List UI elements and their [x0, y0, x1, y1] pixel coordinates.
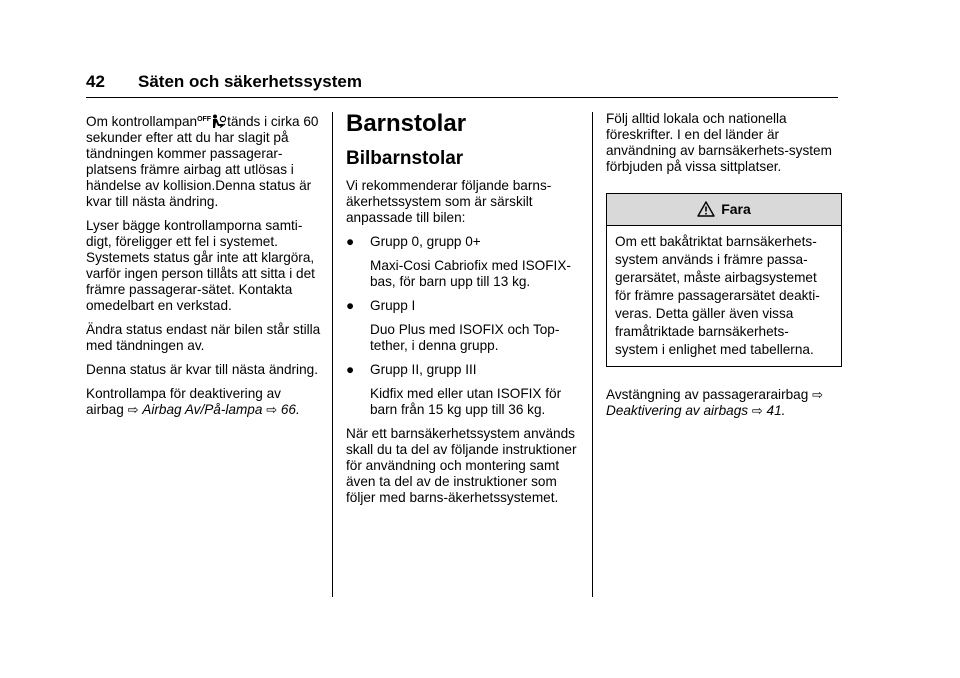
list-item-description: Duo Plus med ISOFIX och Top-tether, i denna grupp. [370, 322, 560, 353]
column-1 [86, 114, 322, 426]
page-reference[interactable]: 66. [280, 402, 300, 417]
cross-reference-link[interactable]: Airbag Av/På-lampa [142, 402, 263, 417]
reference-arrow-icon: ⇨ [812, 387, 823, 402]
paragraph-outro: När ett barnsäkerhetssystem används skall du ta del av följande instruktioner för användning och montering samt även ta del av de instruktioner som följer med barns-äkerhetssystemet. [346, 426, 577, 505]
page-header [86, 72, 362, 92]
page-arrow-icon: ⇨ [751, 403, 763, 418]
bullet-icon: ● [346, 298, 355, 313]
column-2 [346, 110, 582, 514]
list-item-title: Grupp 0, grupp 0+ [370, 234, 481, 249]
list-item [346, 362, 582, 378]
list-item-title: Grupp I [370, 298, 416, 313]
reference-arrow-icon: ⇨ [127, 402, 139, 417]
page-arrow-icon: ⇨ [266, 402, 278, 417]
warning-triangle-icon [697, 197, 715, 228]
paragraph-regulations: Följ alltid lokala och nationella föreskrifter. I en del länder är användning av barnsäkerhets-system förbjuden på vissa sittplatser. [606, 111, 832, 174]
text-fragment: Kontrollampa för deaktivering av [86, 386, 281, 401]
paragraph-change-status: Ändra status endast när bilen står stilla med tändningen av. [86, 322, 321, 353]
paragraph-deactivation-ref [86, 386, 322, 418]
warning-title: Fara [721, 201, 751, 217]
text-fragment: tänds i cirka 60 sekunder efter att du har slagit på tändningen kommer passagerar-platsens främre airbag att utlösas i händelse av kollision.Denna status är kvar till nästa ändring. [86, 114, 319, 209]
column-divider-2 [592, 112, 593, 597]
page-reference[interactable]: 41. [766, 403, 786, 418]
page-number: 42 [86, 72, 105, 91]
section-title: Säten och säkerhetssystem [138, 72, 362, 91]
bullet-icon: ● [346, 234, 355, 249]
bullet-icon: ● [346, 362, 355, 377]
header-rule [86, 97, 838, 98]
icon-off-label: OFF [197, 116, 212, 123]
list-item-description: Maxi-Cosi Cabriofix med ISOFIX-bas, för barn upp till 13 kg. [370, 258, 571, 289]
warning-header [607, 194, 841, 226]
list-item [346, 298, 582, 314]
text-fragment: Avstängning av passagerarairbag [606, 387, 809, 402]
text-fragment: airbag [86, 402, 124, 417]
list-item-title: Grupp II, grupp III [370, 362, 477, 377]
warning-body: Om ett bakåtriktat barnsäkerhets-system används i främre passa-gerarsätet, måste airbagsystemet för främre passagerarsätet deakti-veras. Detta gäller även vissa framåtriktade barnsäkerhets-system i enlighet med tabellerna. [615, 234, 820, 357]
paragraph-airbag-lamp [86, 114, 322, 210]
heading-barnstolar: Barnstolar [346, 110, 467, 137]
column-3 [606, 111, 842, 427]
paragraph-both-lamps: Lyser bägge kontrollamporna samti-digt, föreligger ett fel i systemet. Systemets status går inte att klargöra, varför ingen person tillåts att sitta i det främre passagerar-sätet. Kontakta omedelbart en verkstad. [86, 218, 315, 313]
paragraph-passenger-airbag-ref [606, 387, 842, 419]
list-item-description: Kidfix med eller utan ISOFIX för barn från 15 kg upp till 36 kg. [370, 386, 562, 417]
airbag-off-icon [197, 114, 227, 128]
cross-reference-link[interactable]: Deaktivering av airbags [606, 403, 749, 418]
text-fragment: Om kontrollampan [86, 114, 198, 129]
list-item [346, 234, 582, 250]
paragraph-status-remains: Denna status är kvar till nästa ändring. [86, 362, 318, 377]
heading-bilbarnstolar: Bilbarnstolar [346, 148, 464, 169]
column-divider-1 [332, 112, 333, 597]
warning-box [606, 193, 842, 367]
paragraph-intro: Vi rekommenderar följande barns-äkerhetssystem som är särskilt anpassade till bilen: [346, 178, 552, 225]
